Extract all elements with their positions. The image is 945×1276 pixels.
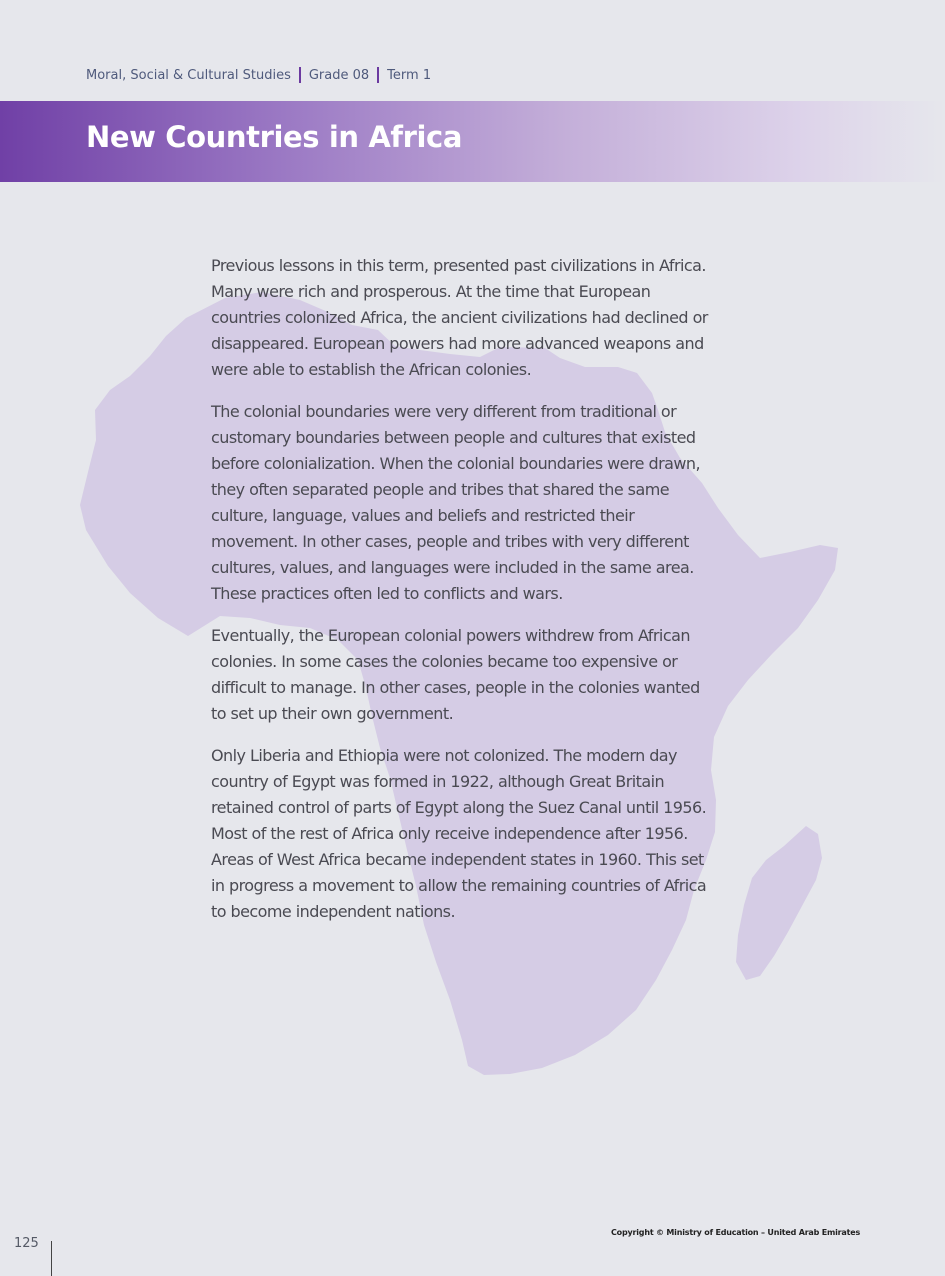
paragraph-colonial-boundaries: The colonial boundaries were very different from traditional or customary boundaries between people and cultures that existed before colonialization. When the colonial boundaries were drawn, they often separated people and tribes that shared the same culture, language, values and beliefs and restricted their movement. In other cases, people and tribes with very different cultures, values, and languages were included in the same area. These practices often led to conflicts and wars. [211,402,701,603]
page-number: 125 [14,1236,39,1251]
breadcrumb-term: Term 1 [387,67,432,83]
breadcrumb-subject: Moral, Social & Cultural Studies [86,67,291,83]
paragraph-independence: Only Liberia and Ethiopia were not colonized. The modern day country of Egypt was formed in 1922, although Great Britain retained control of parts of Egypt along the Suez Canal until 1956. Most of the rest of Africa only receive independence after 1956. Areas of West Africa became independent states in 1960. This set in progress a movement to allow the remaining countries of Africa to become independent nations. [211,746,707,921]
paragraph-intro: Previous lessons in this term, presented past civilizations in Africa. Many were rich and prosperous. At the time that European countries colonized Africa, the ancient civilizations had declined or disappeared. European powers had more advanced weapons and were able to establish the African colonies. [211,256,708,379]
body-text [211,253,711,941]
copyright-notice: Copyright © Ministry of Education – United Arab Emirates [611,1228,861,1237]
madagascar-shape [736,826,822,980]
breadcrumb-grade: Grade 08 [308,67,370,83]
page-title: New Countries in Africa [86,120,462,154]
page-number-divider [51,1241,52,1276]
paragraph-withdrawal: Eventually, the European colonial powers withdrew from African colonies. In some cases the colonies became too expensive or difficult to manage. In other cases, people in the colonies wanted to set up their own government. [211,626,700,723]
